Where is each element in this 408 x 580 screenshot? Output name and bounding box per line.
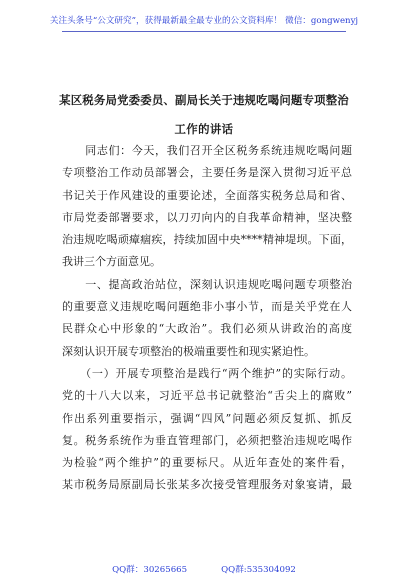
body-line: 深刻认识开展专项整治的极端重要性和现实紧迫性。	[62, 344, 315, 358]
body-line: 书记关于作风建设的重要论述，全面落实税务总局和省、	[62, 188, 352, 202]
promo-text: 关注头条号“公文研究”，获得最新最全最专业的公文资料库！	[49, 16, 283, 26]
header-divider	[62, 31, 346, 32]
document-title: 某区税务局党委委员、副局长关于违规吃喝问题专项整治	[59, 93, 349, 107]
wechat-id: 微信：gongwenyj	[285, 16, 359, 26]
body-line: 党的十八大以来，习近平总书记就整治“舌尖上的腐败”	[62, 389, 352, 403]
body-line: 我讲三个方面意见。	[62, 255, 161, 269]
promo-header	[0, 14, 408, 26]
body-line: 市局党委部署要求，以刀刃向内的自我革命精神，坚决整	[62, 210, 352, 224]
body-line: 某市税务局原副局长张某多次接受管理服务对象宴请，最	[62, 478, 352, 492]
body-line: 治违规吃喝顽瘴痼疾，持续加固中央****精神堤坝。下面，	[62, 233, 352, 247]
body-line: 民群众心中形象的“大政治”。我们必须从讲政治的高度	[62, 322, 352, 336]
body-line: 同志们：今天，我们召开全区税务系统违规吃喝问题	[62, 144, 352, 157]
body-line: 作出系列重要指示，强调“四风”问题必须反复抓、抓反	[62, 411, 352, 425]
body-line: （一）开展专项整治是践行“两个维护”的实际行动。	[62, 366, 352, 380]
document-body	[62, 140, 352, 497]
body-line: 为检验“两个维护”的重要标尺。从近年查处的案件看，	[62, 456, 352, 470]
body-line: 一、提高政治站位，深刻认识违规吃喝问题专项整治	[62, 277, 352, 291]
body-line: 的重要意义违规吃喝问题绝非小事小节，而是关乎党在人	[62, 300, 352, 314]
qq-group-1: QQ群：30265665	[112, 565, 188, 575]
body-line: 复。税务系统作为垂直管理部门，必须把整治违规吃喝作	[62, 433, 352, 447]
document-title-continued: 工作的讲话	[174, 122, 234, 136]
qq-group-2: QQ群:535304092	[221, 565, 296, 575]
qq-footer	[0, 563, 408, 575]
body-line: 专项整治工作动员部署会，主要任务是深入贯彻习近平总	[62, 166, 352, 180]
